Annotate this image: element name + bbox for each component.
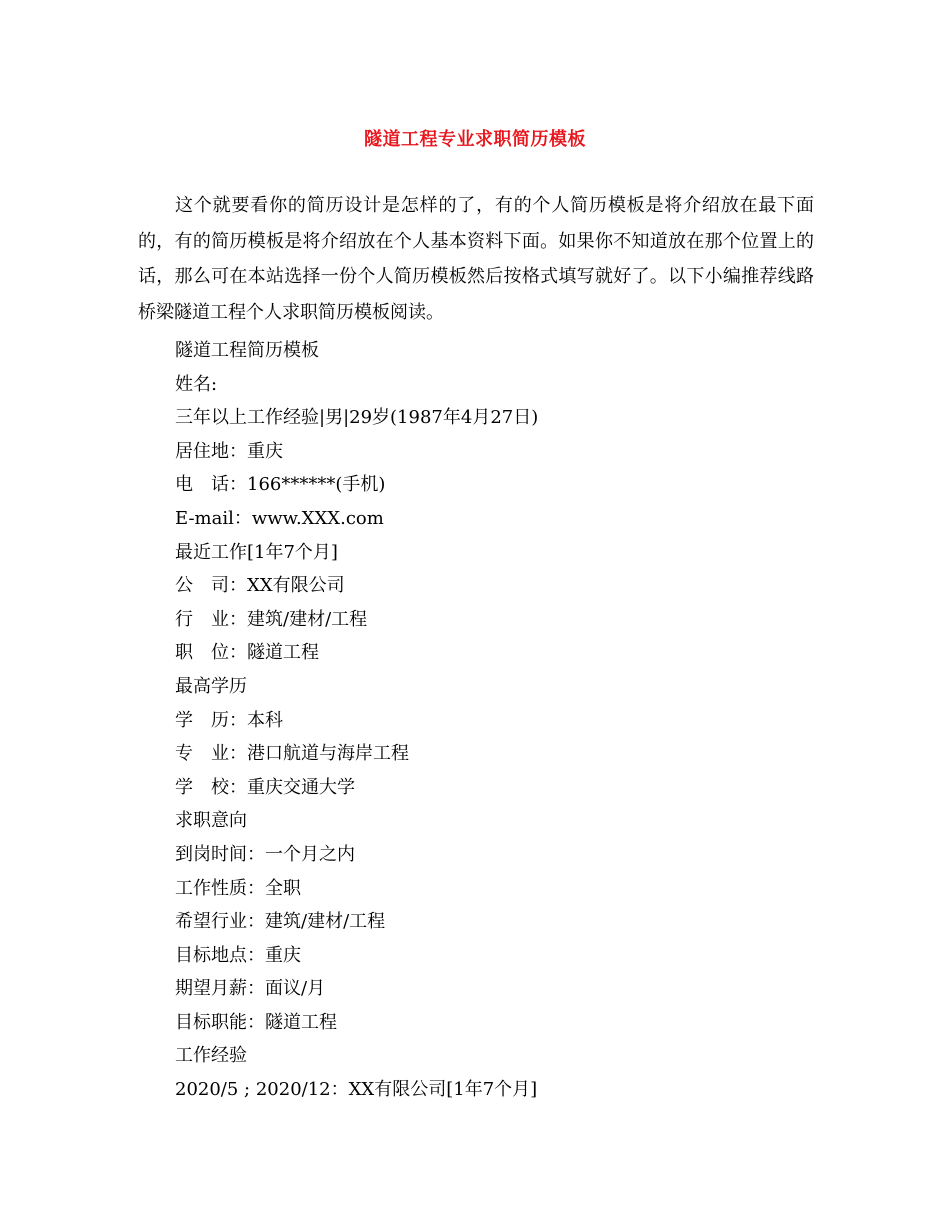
resume-line: 目标地点：重庆 bbox=[175, 944, 301, 966]
resume-line: 职 位：隧道工程 bbox=[175, 642, 319, 664]
resume-line: 求职意向 bbox=[175, 810, 247, 832]
resume-line: 姓名: bbox=[175, 373, 218, 395]
resume-line: 2020/5 ; 2020/12：XX有限公司[1年7个月] bbox=[175, 1079, 538, 1101]
resume-line: 工作性质：全职 bbox=[175, 877, 301, 899]
resume-line: 最高学历 bbox=[175, 675, 247, 697]
resume-line: 专 业：港口航道与海岸工程 bbox=[175, 743, 409, 765]
document-title: 隧道工程专业求职简历模板 bbox=[364, 129, 586, 150]
resume-line: 隧道工程简历模板 bbox=[175, 340, 319, 361]
intro-paragraph: 这个就要看你的简历设计是怎样的了，有的个人简历模板是将介绍放在最下面的，有的简历模板是将介绍放在个人基本资料下面。如果你不知道放在那个位置上的话，那么可在本站选择一份个人简历模板然后按格式填写就好了。以下小编推荐线路桥梁隧道工程个人求职简历模板阅读。 bbox=[138, 195, 814, 323]
resume-line: 期望月薪：面议/月 bbox=[175, 978, 326, 1000]
resume-line: 目标职能：隧道工程 bbox=[175, 1011, 337, 1033]
resume-line: 学 校：重庆交通大学 bbox=[175, 776, 355, 798]
resume-line: 居住地：重庆 bbox=[175, 440, 283, 462]
resume-line: 三年以上工作经验|男|29岁(1987年4月27日) bbox=[175, 407, 539, 429]
resume-line: 最近工作[1年7个月] bbox=[175, 541, 338, 563]
resume-lines bbox=[175, 334, 538, 1107]
resume-line: E-mail：www.XXX.com bbox=[175, 507, 384, 529]
resume-line: 行 业：建筑/建材/工程 bbox=[175, 608, 368, 630]
resume-line: 电 话：166******(手机) bbox=[175, 474, 386, 496]
resume-line: 公 司：XX有限公司 bbox=[175, 575, 345, 597]
resume-line: 学 历：本科 bbox=[175, 709, 283, 731]
resume-line: 工作经验 bbox=[175, 1045, 247, 1067]
resume-line: 希望行业：建筑/建材/工程 bbox=[175, 911, 386, 933]
resume-line: 到岗时间：一个月之内 bbox=[175, 843, 355, 865]
